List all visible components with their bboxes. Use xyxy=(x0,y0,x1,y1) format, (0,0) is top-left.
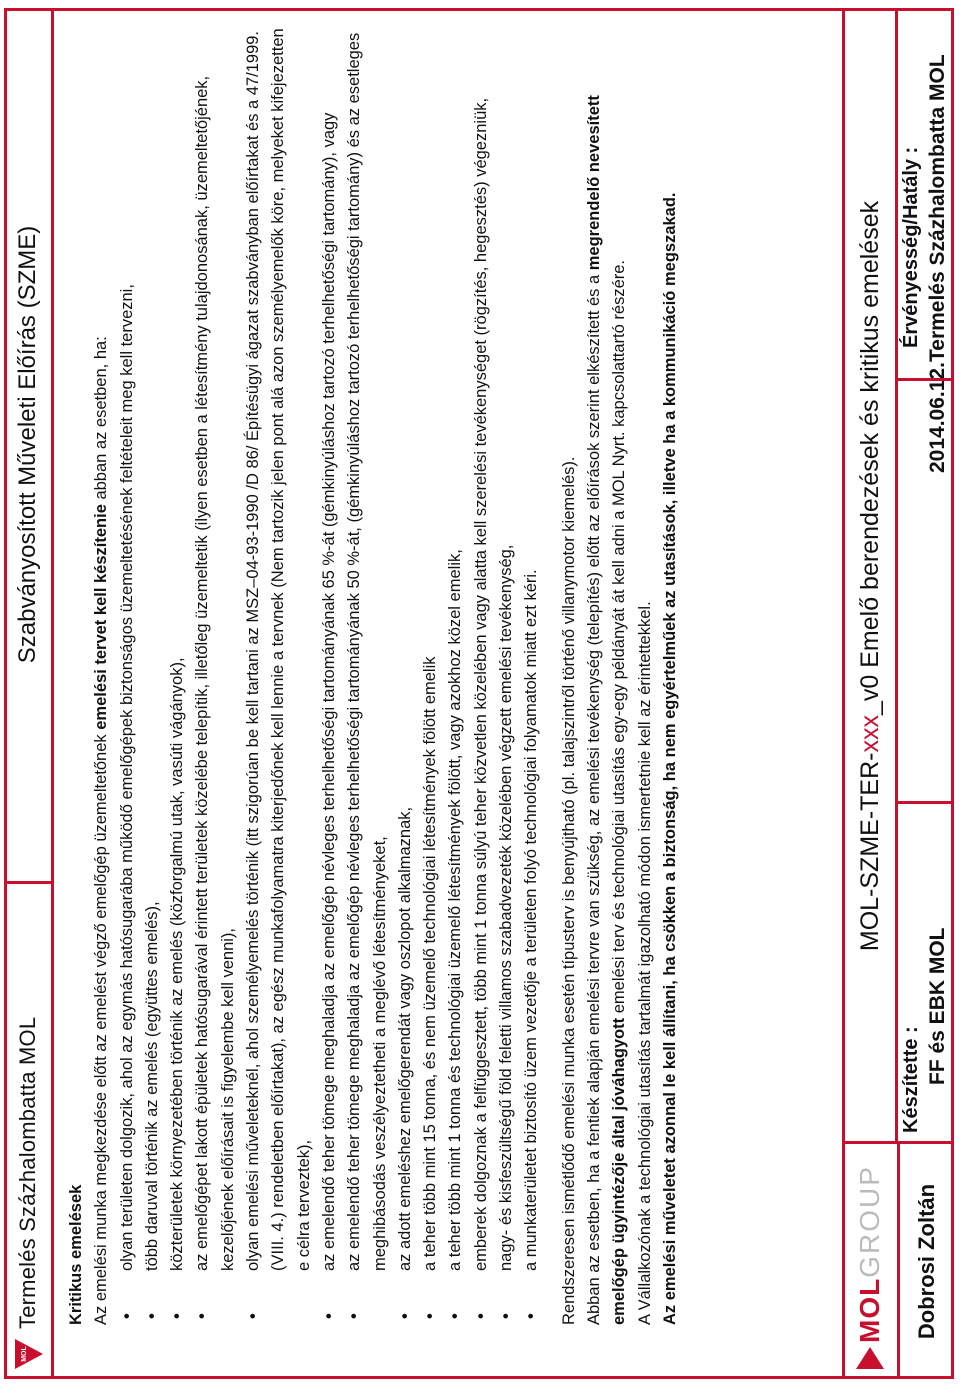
header-title: Szabványosított Műveleti Előírás (SZME) xyxy=(13,225,41,664)
list-item: • nagy- és kisfeszültségű föld feletti villamos szabadvezeték közelében végzett emelési tevékenység, xyxy=(494,25,519,1325)
footer-info xyxy=(845,8,954,1141)
logo-mol-text: MOL xyxy=(854,1277,885,1343)
svg-text:MOL: MOL xyxy=(20,1346,28,1362)
document-body xyxy=(64,25,683,1325)
date-value: 2014.06.12. xyxy=(926,362,949,473)
list-item: • emberek dolgoznak a felfüggesztett, több mint 1 tonna súlyú teher közvetlen közelében vagy alatta kell szerelési tevékenységet (rögzítés, hegesztés) végezniük, xyxy=(469,25,494,1325)
list-item: • az emelendő teher tömege meghaladja az emelőgép névleges terhelhetőségi tartományának 65 %-át (gémkinyúláshoz tartozó terhelhetőségi tartomány), vagy xyxy=(317,25,342,1325)
list-item: • a teher több mint 15 tonna, és nem üzemelő technológiai létesítmények fölött emelik xyxy=(418,25,443,1325)
list-item: • olyan területen dolgozik, ahol az egymás hatósugarába működő emelőgépek biztonságos üzemeltetésének feltételeit meg kell tervezni, xyxy=(115,25,140,1325)
paragraph-type-plan: Rendszeresen ismétlődő emelési munka esetén típusterv is benyújtható (pl. talajszintről történő villanymotor kiemelés). xyxy=(559,456,578,1325)
list-item: • az adott emeléshez emelőgerendát vagy oszlopot alkalmaznak, xyxy=(393,25,418,1325)
header-company: Termelés Százhalombatta MOL xyxy=(14,1016,40,1329)
header-title-cell xyxy=(4,8,51,881)
list-item: • közterületek környezetében történik az emelés (közforgalmú utak, vasúti vágányok), xyxy=(165,25,190,1325)
prepared-value: FF és EBK MOL xyxy=(926,927,949,1085)
intro-paragraph: Az emelési munka megkezdése előtt az emelést végző emelőgép üzemeltetőnek emelési tervet kell készítenie abban az esetben, ha: xyxy=(92,336,111,1325)
footer xyxy=(842,8,954,1379)
paragraph-stop-operation: Az emelési műveletet azonnal le kell állítani, ha csökken a biztonság, ha nem egyértelműek az utasítások, illetve ha a kommunikáció megszakad. xyxy=(660,192,679,1325)
list-item: • a munkaterületet biztosító üzem vezetője a területen folyó technológiai folyamatok miatt ezt kéri. xyxy=(519,25,544,1325)
validity-value: Termelés Százhalombatta MOL xyxy=(926,54,949,362)
paragraph-approval: Abban az esetben, ha a fentiek alapján emelési tervre van szükség, az emelési tevékenység (telepítés) előtt az előírások szerint elkészített és a megrendelő nevesített emelőgép ügyintézője által jóváhagyott emelési terv és technológiai utasítás egy-egy példányát át kell adni a MOL Nyrt. kapcsolattartó részére. xyxy=(584,95,629,1325)
author-name: Dobrosi Zoltán xyxy=(897,1144,954,1379)
document-code: MOL-SZME-TER- xxx _v0 Emelő berendezések és kritikus emelések xyxy=(855,200,884,952)
validity-label: Érvényesség/Hatály : xyxy=(900,146,922,348)
prepared-cell xyxy=(898,801,954,1141)
list-item: • a teher több mint 1 tonna és technológiai üzemelő létesítmények fölött, vagy azokhoz közel emelik, xyxy=(443,25,468,1325)
date-cell xyxy=(898,362,954,801)
paragraph-contractor: A Vállalkozónak a technológiai utasítás tartalmát igazolható módon ismertetnie kell az érintettekkel. xyxy=(635,601,654,1325)
section-heading: Kritikus emelések xyxy=(67,1184,85,1325)
list-item: • olyan emelési műveleteknél, ahol személyemelés történik (itt szigorúan be kell tartani az MSZ–04-93-1990 /D 86/ Építésügyi ágazat szabványban előírtakat és a 47/1999. (VIII. 4.) rendeletben előírtakat), az egész munkafolyamatra kiterjedőnek kell lennie a tervnek (Nem tartozik jelen pont alá azon személyemelők köre, melyeket kifejezetten e célra terveztek), xyxy=(241,25,317,1325)
footer-logo-cell xyxy=(845,1141,954,1379)
list-item: • az emelendő teher tömege meghaladja az emelőgép névleges terhelhetőségi tartományának 50 %-át, (gémkinyúláshoz tartozó terhelhetőségi tartomány) és az esetleges meghibásodás veszélyeztetheti a meglévő létesítményeket, xyxy=(342,25,393,1325)
header xyxy=(4,8,54,1379)
list-item: • az emelőgépet lakott épületek hatósugarával érintett területek közelébe telepítik, illetőleg üzemeltetik (ilyen esetben a létesítmény tulajdonosának, üzemeltetőjének, kezelőjének előírásait is figyelembe kell venni), xyxy=(190,25,241,1325)
validity-cell xyxy=(898,11,954,381)
footer-meta-row xyxy=(895,8,954,1141)
list-item: • több daruval történik az emelés (együttes emelés), xyxy=(140,25,165,1325)
header-company-cell xyxy=(4,881,51,1379)
molgroup-logo xyxy=(845,1144,895,1379)
mol-triangle-icon xyxy=(856,1347,884,1369)
prepared-label: Készítette : xyxy=(900,1026,922,1133)
mol-logo-icon xyxy=(11,1337,45,1371)
logo-group-text: GROUP xyxy=(854,1165,885,1278)
condition-list xyxy=(115,25,545,1325)
spacer xyxy=(545,25,557,1325)
